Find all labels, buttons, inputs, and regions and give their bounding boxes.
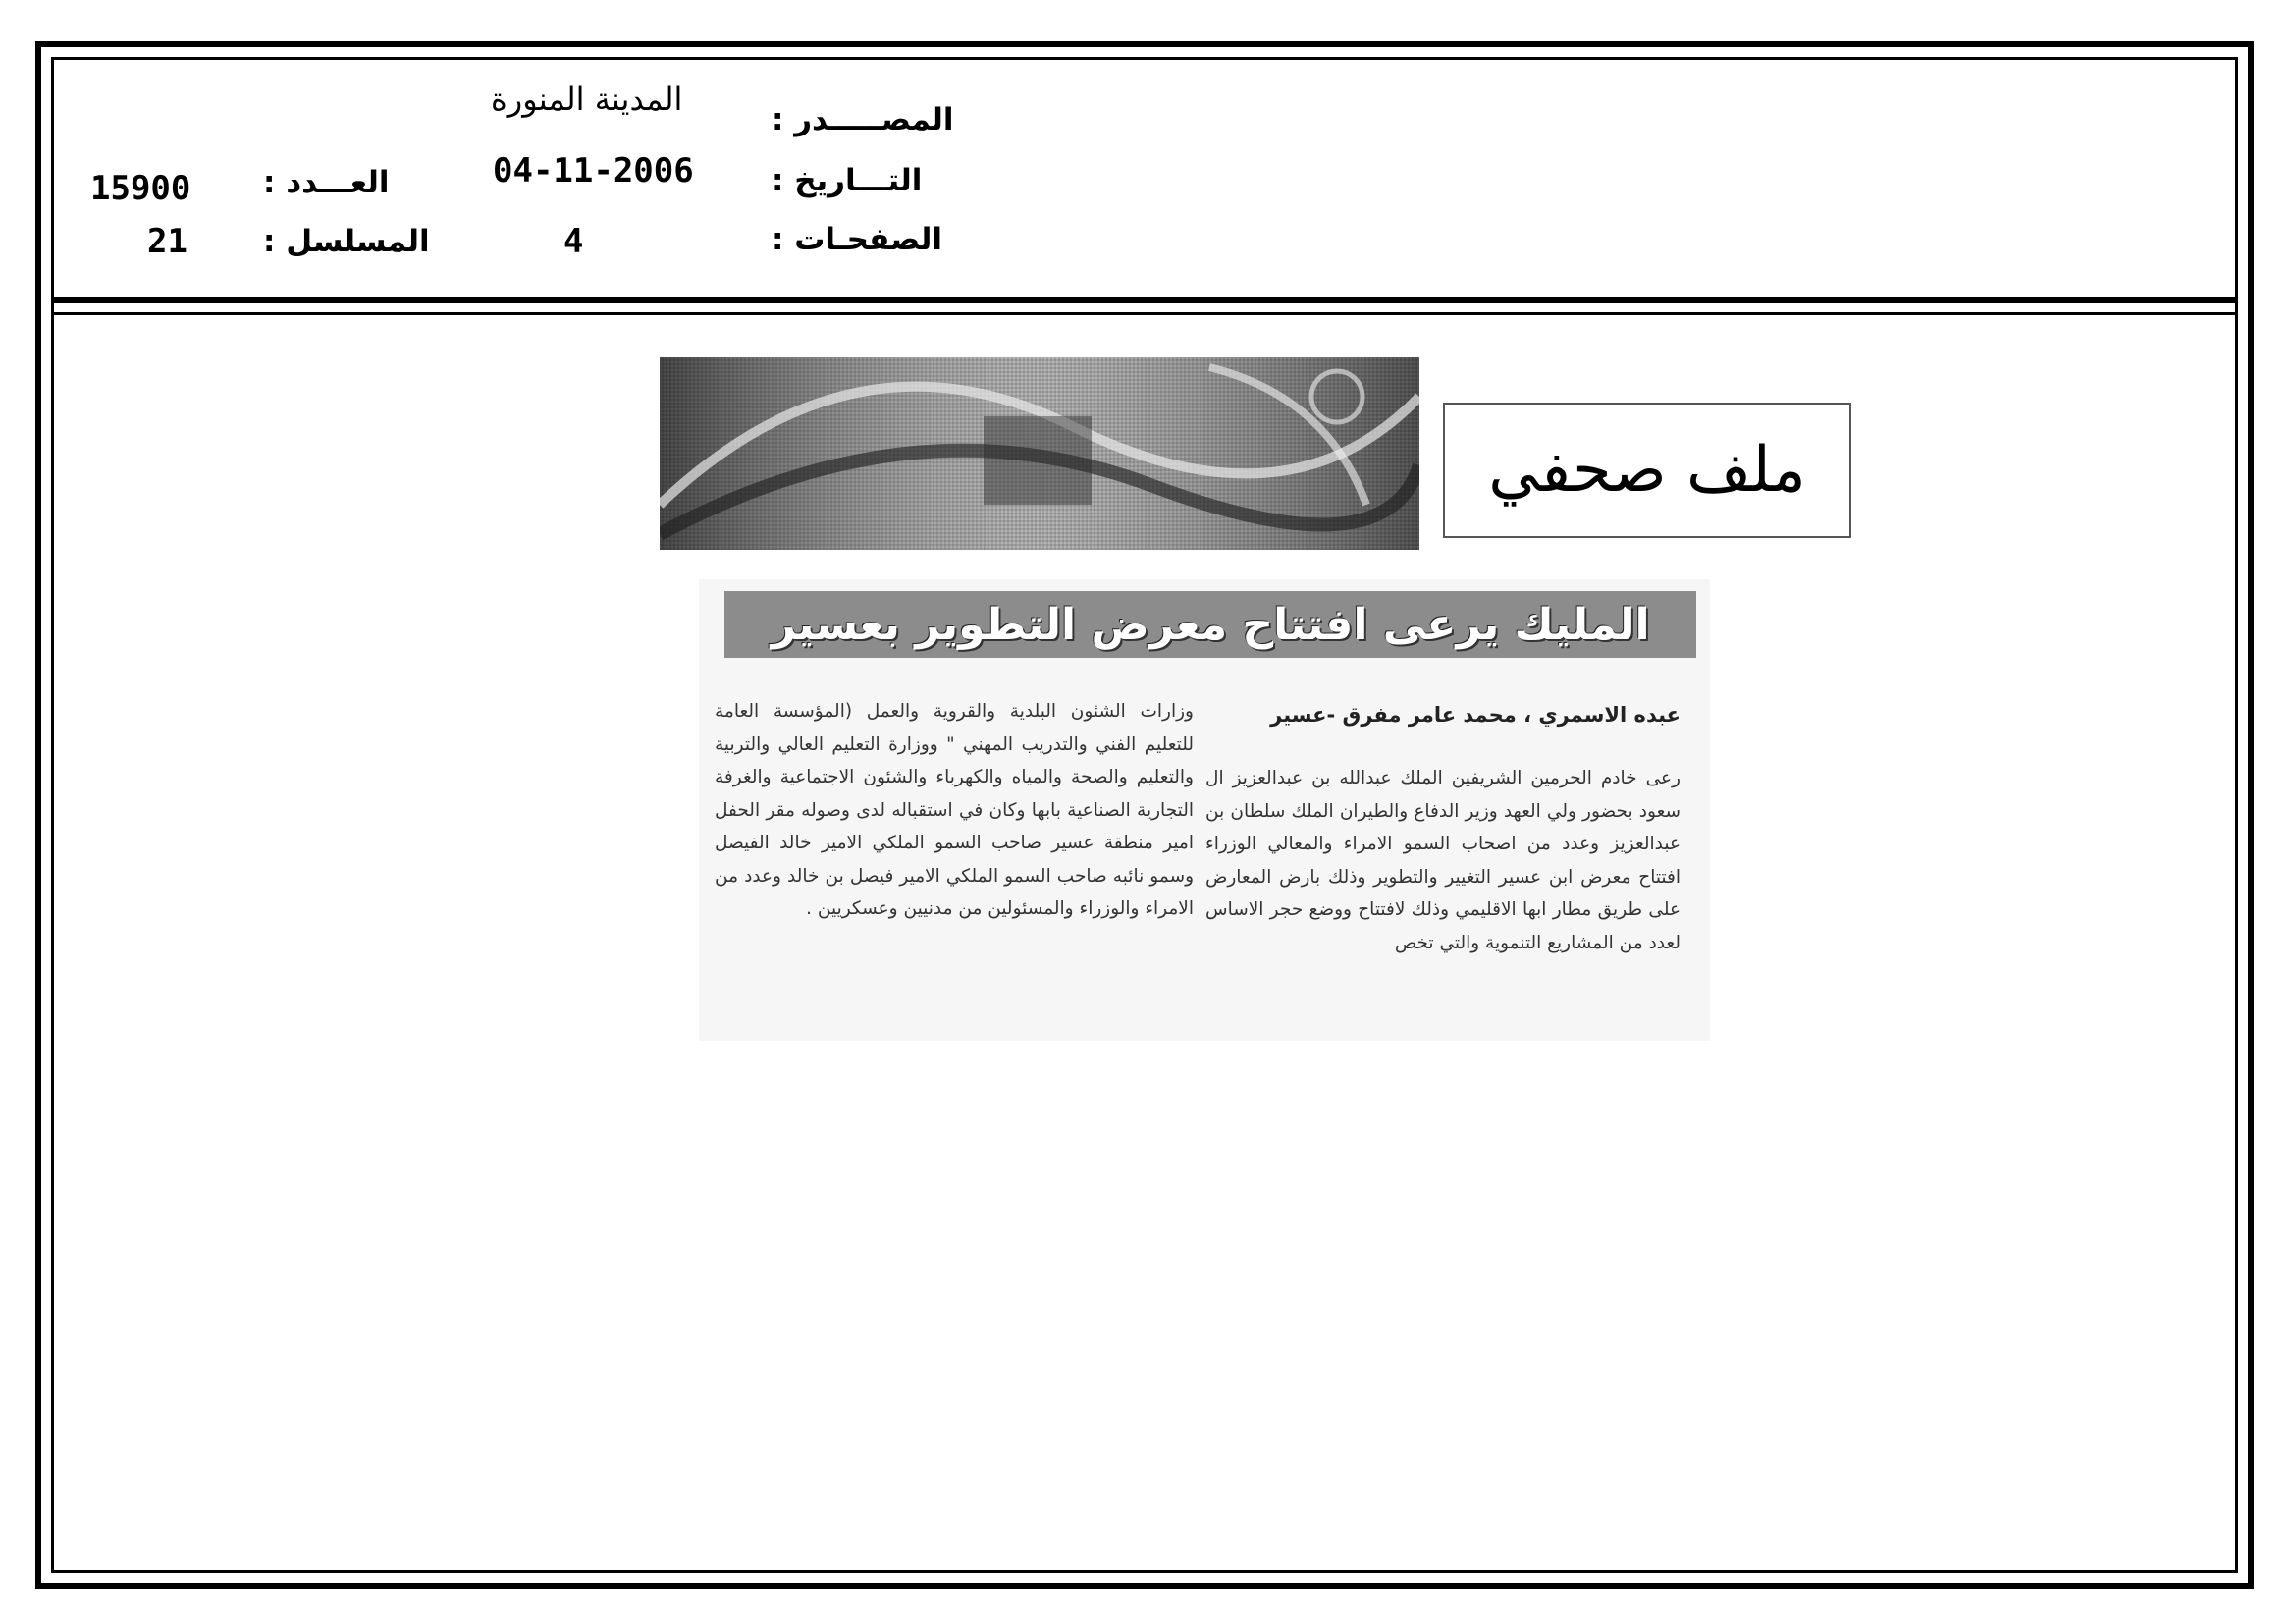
clipping-title: ملف صحفي <box>1488 434 1806 507</box>
header-divider-thin <box>51 312 2238 315</box>
source-label: المصـــــدر : <box>772 102 954 137</box>
pages-value: 4 <box>563 222 584 261</box>
article-column-left: وزارات الشئون البلدية والقروية والعمل (المؤسسة العامة للتعليم الفني والتدريب المهني " ووزارة التعليم العالي والتربية والتعليم والصحة والمياه والكهرباء والشئون الاجتماعية والغرفة التجارية الصناعية بابها وكان في استقباله لدى وصوله مقر الحفل امير منطقة عسير صاحب السمو الملكي الامير خالد الفيصل وسمو نائبه صاحب السمو الملكي الامير فيصل بن خالد وعدد من الامراء والوزراء والمسئولين من مدنيين وعسكريين . <box>715 701 1194 919</box>
serial-label: المسلسل : <box>263 224 430 259</box>
headline-bar <box>724 591 1696 658</box>
article-headline: المليك يرعى افتتاح معرض التطوير بعسير <box>771 599 1650 650</box>
header-divider <box>51 297 2238 303</box>
decorative-banner-image <box>660 357 1419 550</box>
pages-label: الصفحـات : <box>772 222 943 257</box>
issue-number: 15900 <box>90 169 191 208</box>
article-byline: عبده الاسمري ، محمد عامر مفرق -عسير <box>1270 703 1681 727</box>
source-value: المدينة المنورة <box>491 81 683 118</box>
date-value: 04-11-2006 <box>493 151 694 190</box>
date-label: التـــاريخ : <box>772 163 923 198</box>
serial-number: 21 <box>147 222 187 261</box>
clipping-title-box <box>1443 403 1851 538</box>
article-column-right: رعى خادم الحرمين الشريفين الملك عبدالله بن عبدالعزيز ال سعود بحضور ولي العهد وزير الدفاع والطيران الملك سلطان بن عبدالعزيز وعدد من اصحاب السمو الامراء والمعالي الوزراء افتتاح معرض ابن عسير التغيير والتطوير وذلك بارض المعارض على طريق مطار ابها الاقليمي وذلك لافتتاح ووضع حجر الاساس لعدد من المشاريع التنموية والتي تخص <box>1205 768 1681 953</box>
issue-label: العـــدد : <box>263 165 390 200</box>
article-clipping <box>699 579 1710 1041</box>
